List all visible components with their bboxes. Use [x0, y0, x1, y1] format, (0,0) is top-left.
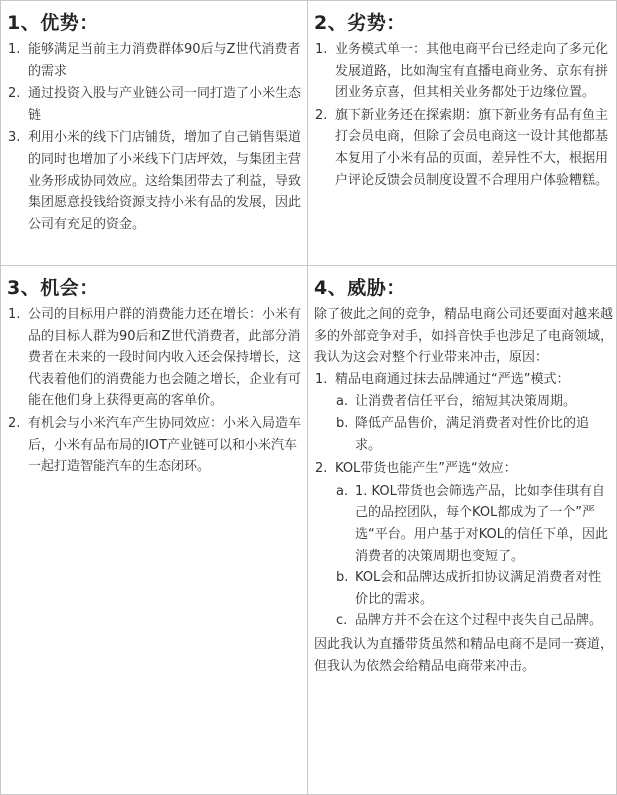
threats-intro: 除了彼此之间的竞争，精品电商公司还要面对越来越多的外部竞争对手，如抖音快手也涉足了电商领域，我认为这会对整个行业带来冲击，原因： [314, 307, 614, 366]
list-item [314, 458, 616, 480]
list-number: 1. [8, 307, 21, 322]
list-number: 2. [315, 461, 328, 477]
sub-list-letter: b. [336, 415, 349, 431]
list-item [7, 413, 307, 478]
sub-list-text: 品牌方并不会在这个过程中丧失自己品牌。 [355, 613, 603, 629]
sub-list-text: KOL会和品牌达成折扣协议满足消费者对性价比的需求。 [355, 570, 602, 607]
list-item [7, 127, 307, 235]
sub-list-item [314, 391, 616, 413]
list-text: 公司的目标用户群的消费能力还在增长：小米有品的目标人群为90后和Z世代消费者，此部分消费者在未来的一段时间内收入还会保持增长，这代表着他们的消费能力也会随之增长，企业有可能在他们身上获得更高的客单价。 [28, 307, 302, 409]
weaknesses-title: 2、劣势： [314, 12, 406, 34]
sub-list-letter: a. [336, 394, 349, 410]
sub-list-letter: b. [336, 570, 349, 586]
list-text: 利用小米的线下门店铺货，增加了自己销售渠道的同时也增加了小米线下门店坪效，与集团主营业务形成协同效应。这给集团带去了利益，导致集团愿意投钱给资源支持小米有品的发展，因此公司有充足的资金。 [28, 130, 302, 232]
weaknesses-cell [307, 0, 617, 265]
list-text: 有机会与小米汽车产生协同效应：小米入局造车后，小米有品布局的IOT产业链可以和小米汽车一起打造智能汽车的生态闭环。 [28, 415, 302, 475]
threats-sublist-1 [314, 391, 616, 456]
list-number: 1. [8, 42, 21, 57]
strengths-title: 1、优势： [7, 12, 99, 34]
threats-sublist-2 [314, 481, 616, 632]
sub-list-text: 降低产品售价，满足消费者对性价比的追求。 [355, 415, 590, 453]
list-item [314, 369, 616, 391]
list-text: KOL带货也能产生”严选“效应： [335, 461, 517, 477]
list-item [314, 39, 616, 104]
sub-list-item [314, 610, 616, 632]
list-number: 2. [8, 415, 21, 431]
list-item [314, 105, 616, 191]
list-text: 精品电商通过抹去品牌通过“严选”模式： [335, 371, 570, 387]
list-text: 旗下新业务还在探索期：旗下新业务有品有鱼主打会员电商，但除了会员电商这一设计其他都基本复用了小米有品的页面，差异性不大，根据用户评论反馈会员制度设置不合理用户体验糟糕。 [335, 107, 609, 188]
list-number: 1. [315, 371, 328, 387]
list-text: 能够满足当前主力消费群体90后与Z世代消费者的需求 [28, 42, 301, 79]
sub-list-item [314, 567, 616, 610]
list-item [7, 83, 307, 126]
sub-list-text: 1. KOL带货也会筛选产品，比如李佳琪有自己的品控团队，每个KOL都成为了一个”严选“平台。用户基于对KOL的信任下单，因此消费者的决策周期也变短了。 [355, 483, 609, 564]
list-item [7, 39, 307, 82]
threats-title: 4、威胁： [314, 277, 406, 299]
threats-conclusion: 因此我认为直播带货虽然和精品电商不是同一赛道，但我认为依然会给精品电商带来冲击。 [314, 636, 614, 674]
sub-list-letter: c. [336, 613, 348, 629]
opportunities-title: 3、机会： [7, 277, 99, 299]
list-text: 通过投资入股与产业链公司一同打造了小米生态链 [28, 86, 302, 123]
opportunities-cell [0, 265, 307, 795]
sub-list-item [314, 413, 616, 456]
sub-list-letter: a. [336, 483, 349, 499]
list-number: 1. [315, 42, 328, 57]
list-number: 3. [8, 130, 21, 146]
threats-cell [307, 265, 617, 795]
opportunities-list [7, 304, 307, 478]
threats-list-cont [314, 458, 616, 480]
list-number: 2. [8, 86, 21, 102]
strengths-list [7, 39, 307, 235]
list-item [7, 304, 307, 412]
sub-list-item [314, 481, 616, 567]
weaknesses-list [314, 39, 616, 191]
sub-list-text: 让消费者信任平台，缩短其决策周期。 [355, 394, 577, 410]
threats-list [314, 369, 616, 391]
list-number: 2. [315, 107, 328, 123]
strengths-cell [0, 0, 307, 265]
list-text: 业务模式单一：其他电商平台已经走向了多元化发展道路，比如淘宝有直播电商业务、京东有拼团业务京喜，但其相关业务都处于边缘位置。 [335, 42, 609, 101]
